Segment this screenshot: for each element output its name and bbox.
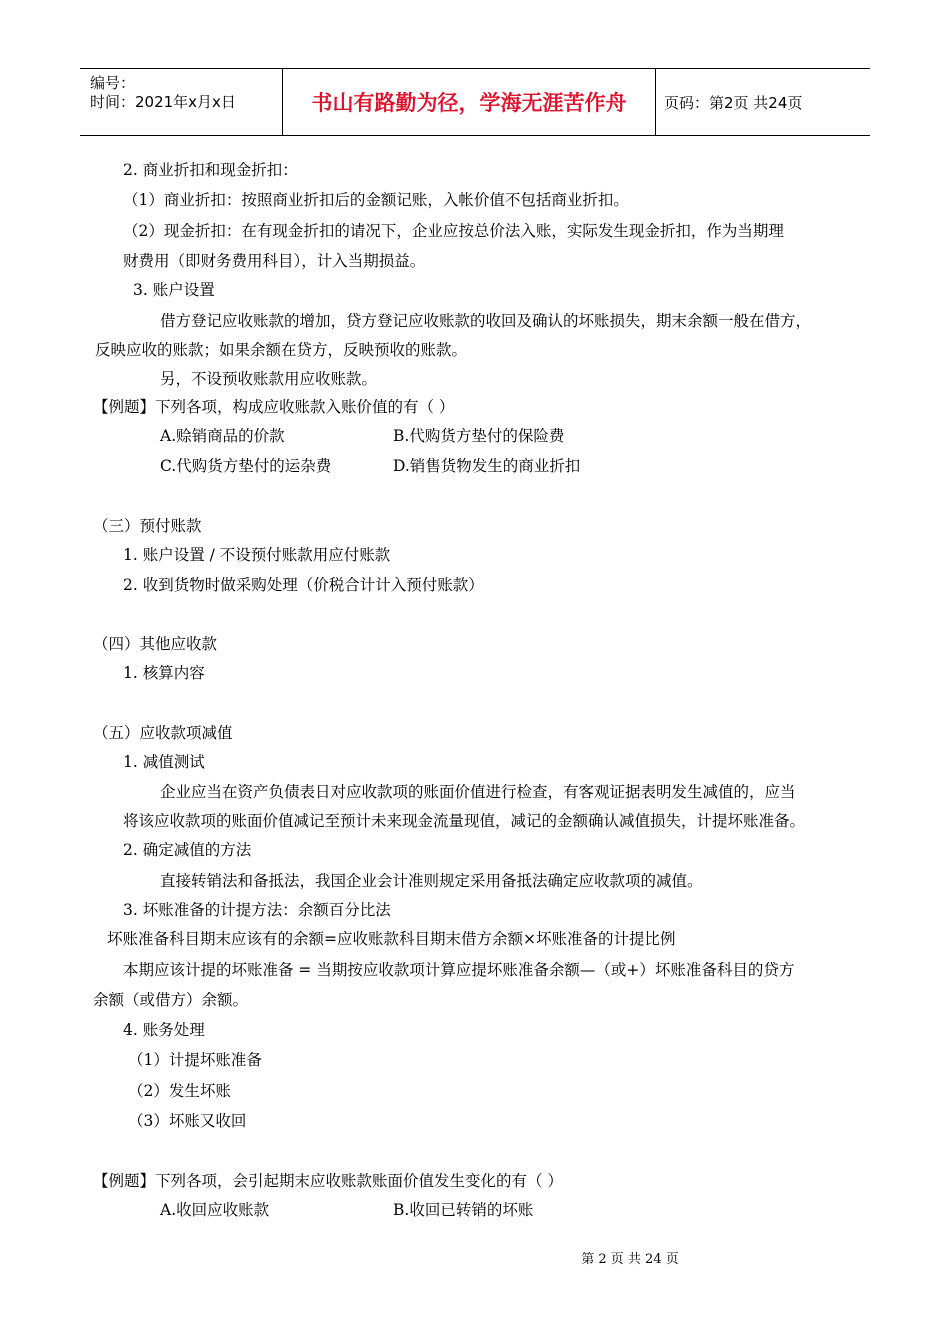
text-line: 借方登记应收账款的增加，贷方登记应收账款的收回及确认的坏账损失，期末余额一般在借方， (160, 312, 812, 330)
text-line: 1. 账户设置 / 不设预付账款用应付账款 (123, 546, 391, 564)
header-motto: 书山有路勤为径，学海无涯苦作舟 (283, 69, 656, 135)
text-line: （1）计提坏账准备 (128, 1051, 262, 1069)
text-line: （四）其他应收款 (93, 635, 218, 653)
text-line: 4. 账务处理 (123, 1021, 205, 1039)
page-footer: 第 2 页 共 24 页 (581, 1252, 679, 1267)
text-line: 反映应收的账款；如果余额在贷方，反映预收的账款。 (95, 341, 468, 359)
text-line: 另，不设预收账款用应收账款。 (160, 370, 378, 388)
text-line: （2）发生坏账 (128, 1082, 231, 1100)
text-line: 余额（或借方）余额。 (93, 991, 249, 1009)
text-line: 财费用（即财务费用科目），计入当期损益。 (123, 252, 426, 270)
text-line: （2）现金折扣：在有现金折扣的请况下，企业应按总价法入账，实际发生现金折扣，作为当期理 (123, 222, 784, 240)
text-line: C.代购货方垫付的运杂费 (160, 457, 332, 475)
text-line: （三）预付账款 (93, 517, 202, 535)
text-line: B.代购货方垫付的保险费 (393, 427, 565, 445)
page-header (80, 68, 870, 136)
text-line: 企业应当在资产负债表日对应收款项的账面价值进行检查，有客观证据表明发生减值的，应当 (160, 783, 796, 801)
text-line: 将该应收款项的账面价值减记至预计未来现金流量现值，减记的金额确认减值损失，计提坏账准备。 (123, 812, 806, 830)
text-line: 2. 收到货物时做采购处理（价税合计计入预付账款） (123, 576, 484, 594)
text-line: 【例题】下列各项，会引起期末应收账款账面价值发生变化的有（ ） (93, 1172, 563, 1190)
text-line: 坏账准备科目期末应该有的余额=应收账款科目期末借方余额×坏账准备的计提比例 (107, 930, 676, 948)
text-line: A.收回应收账款 (160, 1201, 270, 1219)
text-line: （五）应收款项减值 (93, 724, 233, 742)
date-label: 时间：2021年x月x日 (90, 93, 236, 111)
text-line: 【例题】下列各项，构成应收账款入账价值的有（ ） (93, 398, 455, 416)
text-line: 本期应该计提的坏账准备 = 当期按应收款项计算应提坏账准备余额—（或+）坏账准备科目的贷方 (123, 961, 795, 979)
header-page-label: 页码：第2页 共24页 (664, 93, 803, 112)
text-line: B.收回已转销的坏账 (393, 1201, 534, 1219)
text-line: 3. 账户设置 (133, 281, 215, 299)
text-line: 1. 减值测试 (123, 753, 205, 771)
text-line: 2. 商业折扣和现金折扣： (123, 161, 298, 179)
text-line: A.赊销商品的价款 (160, 427, 285, 445)
text-line: 1. 核算内容 (123, 664, 205, 682)
text-line: 2. 确定减值的方法 (123, 841, 252, 859)
text-line: D.销售货物发生的商业折扣 (393, 457, 581, 475)
text-line: （3）坏账又收回 (128, 1112, 247, 1130)
header-meta-cell (80, 69, 283, 135)
text-line: 直接转销法和备抵法，我国企业会计准则规定采用备抵法确定应收款项的减值。 (160, 872, 703, 890)
text-line: （1）商业折扣：按照商业折扣后的金额记账，入帐价值不包括商业折扣。 (123, 191, 629, 209)
text-line: 3. 坏账准备的计提方法：余额百分比法 (123, 901, 391, 919)
number-label: 编号： (90, 74, 136, 92)
